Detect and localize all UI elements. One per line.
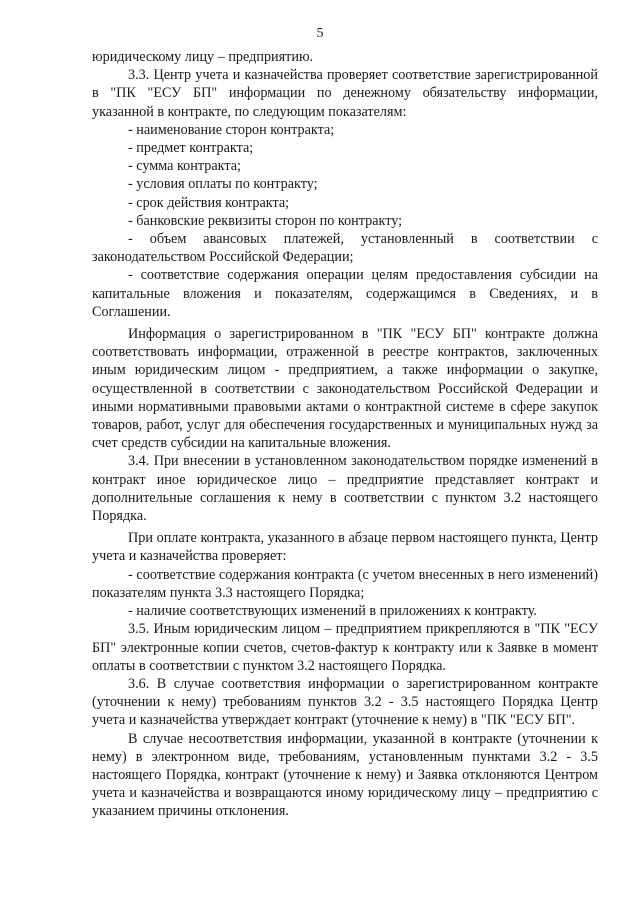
paragraph-rejection: В случае несоответствия информации, указанной в контракте (уточнении к нему) в электронном виде, требованиям, установленным пунктами 3.2 - 3.5 настоящего Порядка, контракт (уточнение к нему) и Заявка отклоняются Центром учета и казначейства и возвращаются иному юридическому лицу – предприятию с указанием причины отклонения. <box>92 730 598 820</box>
list-item: - банковские реквизиты сторон по контракту; <box>128 212 403 229</box>
list-item: - соответствие содержания контракта (с учетом внесенных в него изменений) показателям пункта 3.3 настоящего Порядка; <box>92 566 598 601</box>
list-item: - объем авансовых платежей, установленный в соответствии с законодательством Российской Федерации; <box>92 231 598 266</box>
list-item: - срок действия контракта; <box>128 194 290 211</box>
list-item: - сумма контракта; <box>128 158 241 175</box>
paragraph-3-5: 3.5. Иным юридическим лицом – предприятием прикрепляются в "ПК "ЕСУ БП" электронные копии счетов, счетов-фактур к контракту или к Заявке в момент оплаты в соответствии с пунктом 3.2 настоящего Порядка. <box>92 621 598 674</box>
list-item: - предмет контракта; <box>128 140 254 157</box>
paragraph-continuation: юридическому лицу – предприятию. <box>92 49 314 65</box>
page-number: 5 <box>316 26 324 41</box>
list-item: - наличие соответствующих изменений в приложениях к контракту. <box>128 603 537 620</box>
paragraph-3-4: 3.4. При внесении в установленном законодательством порядке изменений в контракт иное юридическое лицо – предприятие представляет контракт и дополнительные соглашения к нему в соответствии с пунктом 3.2 настоящего Порядка. <box>92 453 598 525</box>
paragraph-payment: При оплате контракта, указанного в абзаце первом настоящего пункта, Центр учета и казначейства проверяет: <box>92 530 598 565</box>
paragraph-3-3: 3.3. Центр учета и казначейства проверяет соответствие зарегистрированной в "ПК "ЕСУ БП" информации по денежному обязательству информации, указанной в контракте, по следующим показателям: <box>92 67 598 120</box>
list-item: - соответствие содержания операции целям предоставления субсидии на капитальные вложения и показателям, содержащимся в Сведениях, и в Соглашении. <box>92 267 598 320</box>
list-item: - условия оплаты по контракту; <box>128 176 318 193</box>
paragraph-3-6: 3.6. В случае соответствия информации о зарегистрированном контракте (уточнении к нему) требованиям пунктов 3.2 - 3.5 настоящего Порядка Центр учета и казначейства утверждает контракт (уточнение к нему) в "ПК "ЕСУ БП". <box>92 675 598 729</box>
list-item: - наименование сторон контракта; <box>128 121 335 138</box>
document-body <box>92 48 598 821</box>
paragraph-info: Информация о зарегистрированном в "ПК "ЕСУ БП" контракте должна соответствовать информации, отраженной в реестре контрактов, заключенных иным юридическим лицом - предприятием, а также информации о закупке, осуществленной в соответствии с законодательством Российской Федерации и иными нормативными правовыми актами о контрактной системе в сфере закупок товаров, работ, услуг для обеспечения государственных и муниципальных нужд за счет средств субсидии на капитальные вложения. <box>92 326 598 452</box>
